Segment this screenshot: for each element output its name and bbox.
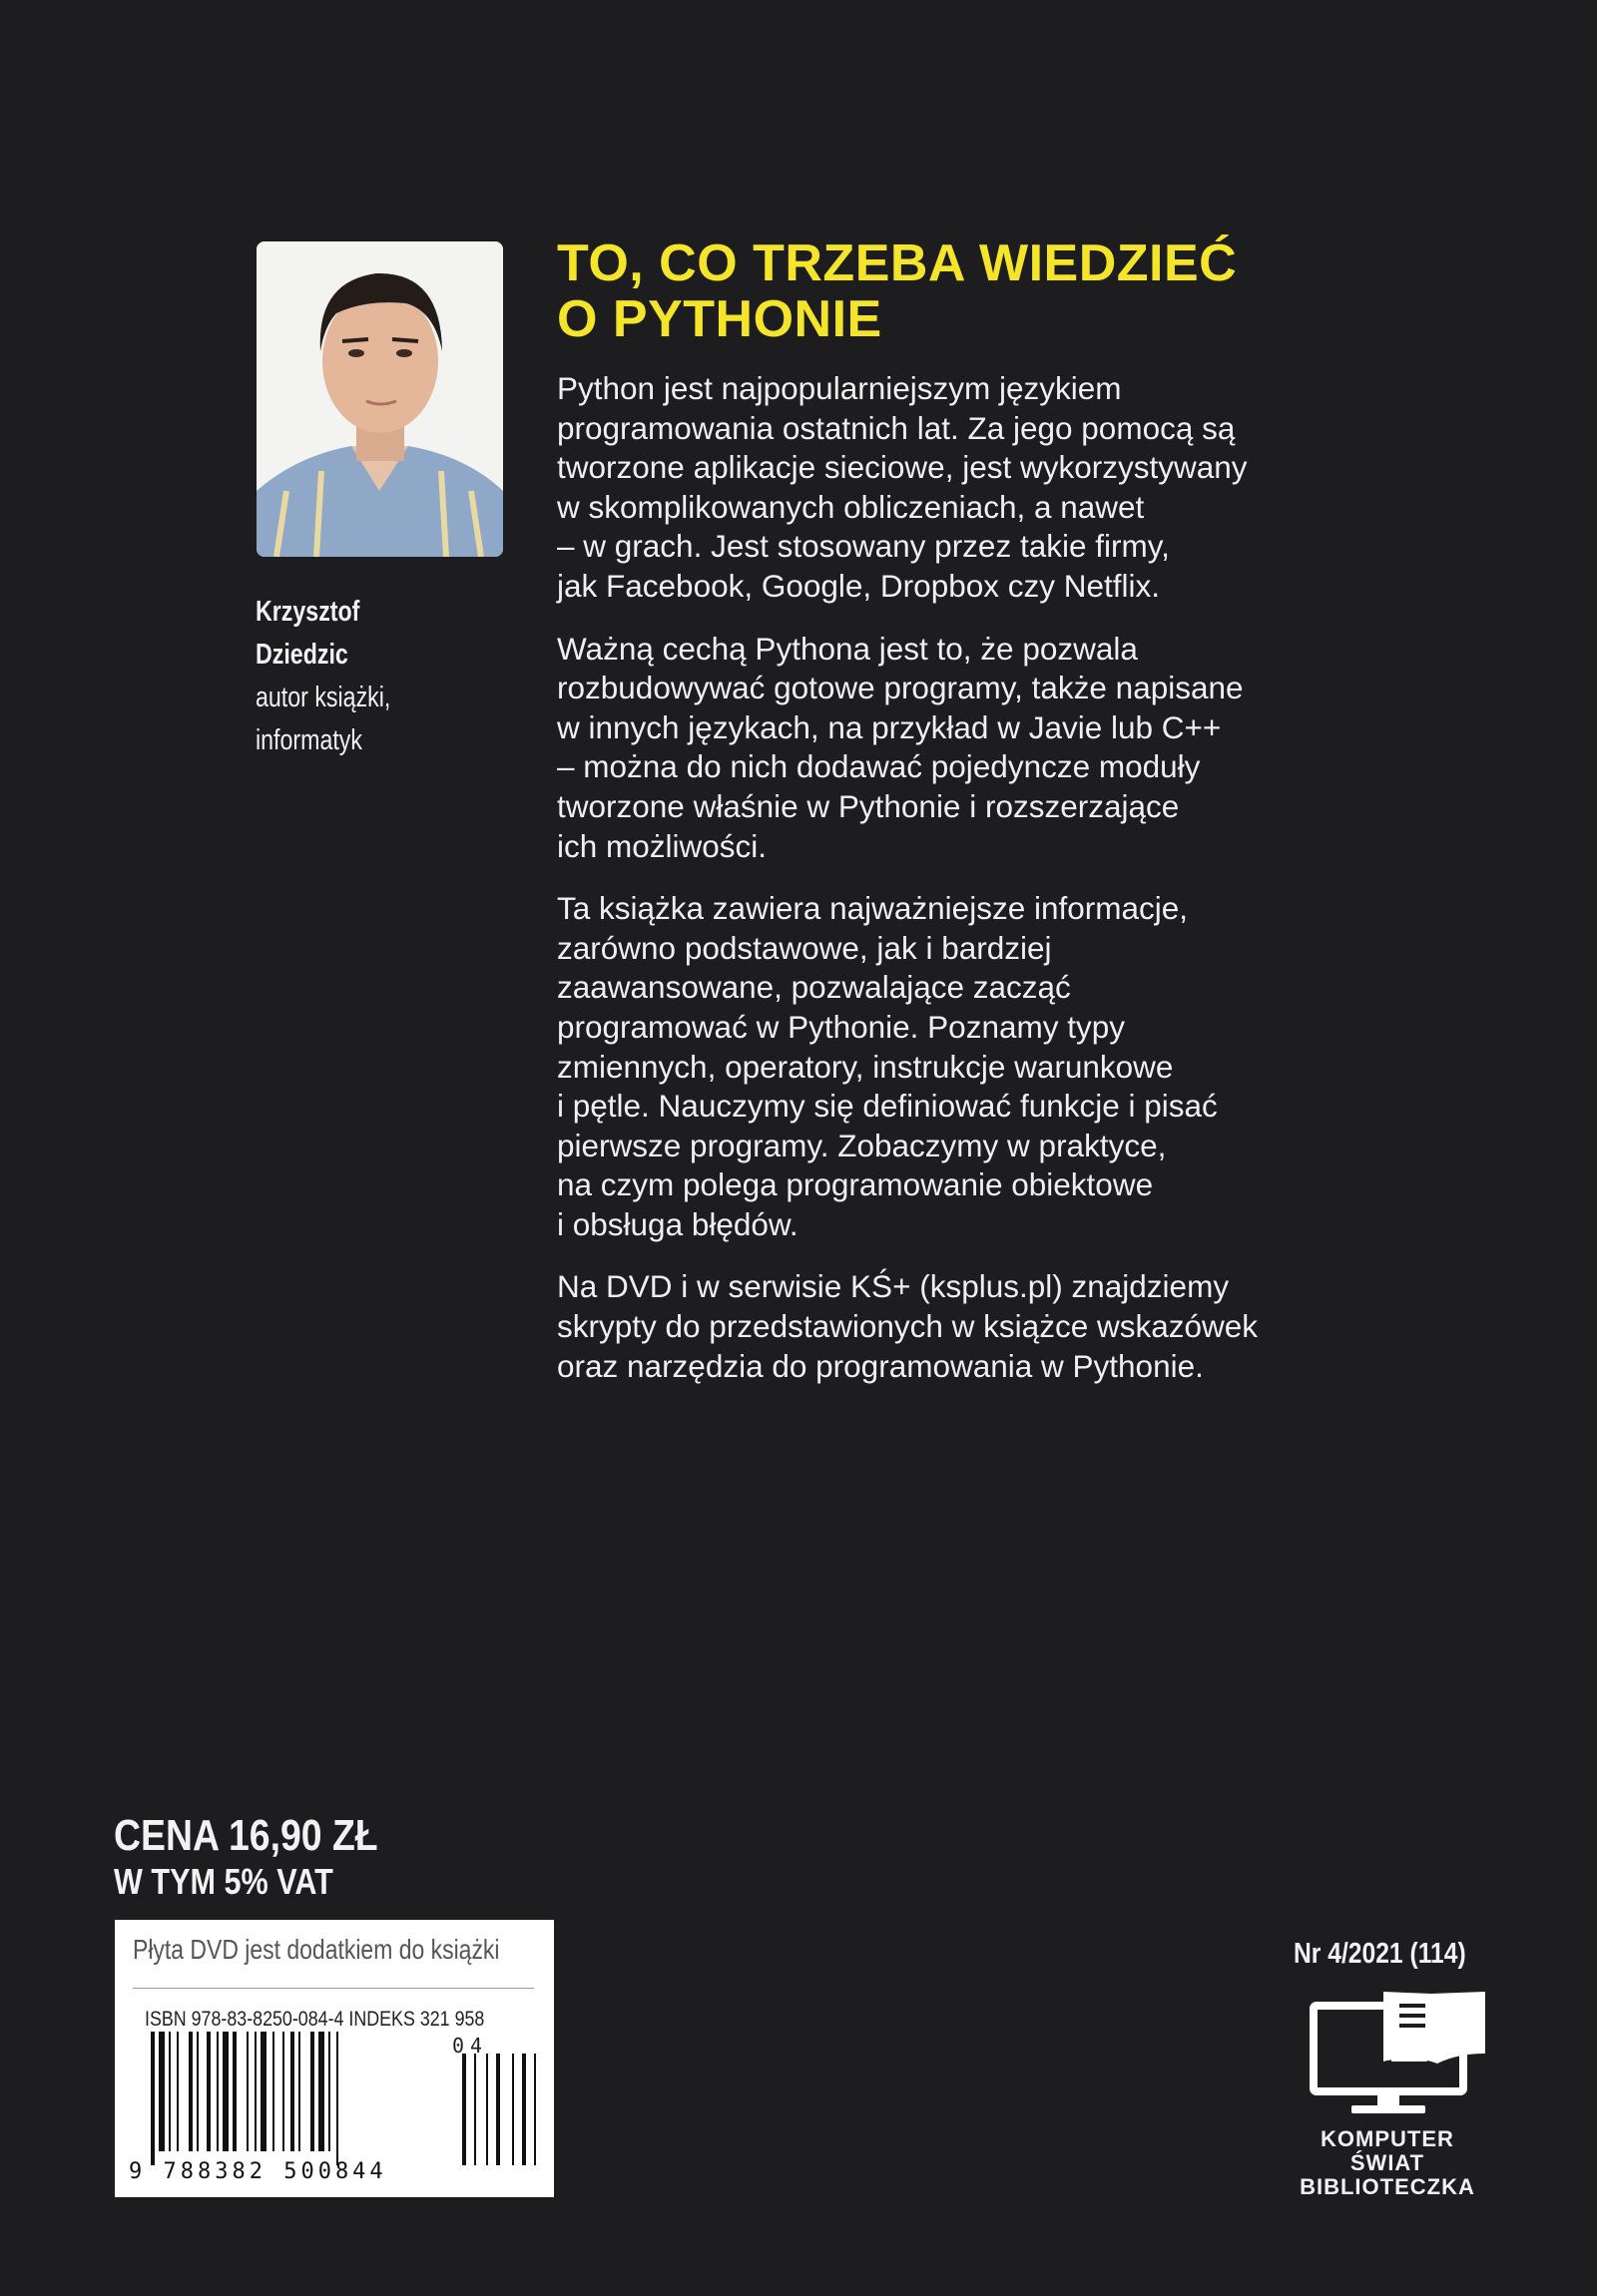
vat-note: W TYM 5% VAT (114, 1861, 333, 1902)
barcode-bar (169, 2032, 171, 2151)
barcode-bar (282, 2032, 284, 2151)
price: CENA 16,90 ZŁ (114, 1811, 378, 1860)
headline-line-1: TO, CO TRZEBA WIEDZIEĆ (557, 234, 1238, 292)
barcode-bar (255, 2032, 257, 2151)
author-caption (256, 591, 390, 762)
barcode-bar (151, 2032, 155, 2165)
logo-line-2: ŚWIAT (1349, 2150, 1425, 2175)
paragraph: Python jest najpopularniejszym językiem programowania ostatnich lat. Za jego pomocą są tworzone aplikacje sieciowe, jest wykorzystywany w skomplikowanych obliczeniach, a nawet – w grach. Jest stosowany przez takie firmy, jak Facebook, Google, Dropbox czy Netflix. (557, 370, 1248, 604)
barcode-bar (298, 2032, 300, 2151)
divider (133, 1988, 534, 1989)
barcode-bar (217, 2032, 219, 2151)
addon-bar (474, 2054, 476, 2165)
addon-number: 04 (452, 2034, 489, 2058)
addon-bar (534, 2054, 536, 2165)
headline (557, 235, 1455, 347)
barcode-bar (177, 2032, 179, 2151)
addon-bar (462, 2054, 466, 2165)
author-name-last: Dziedzic (256, 639, 348, 671)
barcode-bar (159, 2032, 165, 2151)
barcode-bar (223, 2032, 229, 2151)
headline-line-2: O PYTHONIE (557, 290, 882, 348)
barcode-bar (261, 2032, 266, 2151)
barcode-bar (233, 2032, 237, 2151)
monitor-book-icon (1308, 1992, 1487, 2121)
addon-bar (512, 2054, 514, 2165)
addon-bar (496, 2054, 500, 2165)
dvd-note: Płyta DVD jest dodatkiem do książki (133, 1934, 500, 1965)
barcode-label (115, 1920, 554, 2197)
barcode-bar (290, 2032, 294, 2151)
barcode-bar (247, 2032, 249, 2151)
author-photo (257, 241, 503, 557)
series-logo-text (1288, 2127, 1487, 2199)
author-role: autor książki, (256, 682, 391, 713)
addon-bar (522, 2054, 526, 2165)
barcode-bar (310, 2032, 314, 2151)
issue-number: Nr 4/2021 (114) (1294, 1938, 1466, 1970)
logo-line-1: KOMPUTER (1321, 2126, 1454, 2151)
barcode-bar (207, 2032, 211, 2151)
barcode-number: 9 788382 500844 (129, 2159, 387, 2184)
paragraph: Ważną cechą Pythona jest to, że pozwala rozbudowywać gotowe programy, także napisane w innych językach, na przykład w Javie lub C++ – można do nich dodawać pojedyncze moduły tworzone właśnie w Pythonie i rozszerzające ich możliwości. (557, 630, 1244, 864)
barcode-bar (336, 2032, 338, 2165)
addon-bar (486, 2054, 488, 2165)
description (557, 369, 1415, 1409)
barcode-bar (197, 2032, 199, 2151)
logo-line-3: BIBLIOTECZKA (1300, 2174, 1475, 2199)
barcode-bar (328, 2032, 330, 2151)
price-block (114, 1811, 378, 1903)
author-name-first: Krzysztof (256, 596, 360, 628)
author-role-2: informatyk (256, 724, 363, 756)
paragraph: Na DVD i w serwisie KŚ+ (ksplus.pl) znajdziemy skrypty do przedstawionych w książce wskazówek oraz narzędzia do programowania w Pythonie. (557, 1268, 1259, 1384)
barcode-bar (318, 2032, 324, 2151)
isbn-text: ISBN 978-83-8250-084-4 INDEKS 321 958 (145, 2008, 485, 2031)
barcode-bar (272, 2032, 274, 2151)
paragraph: Ta książka zawiera najważniejsze informacje, zarówno podstawowe, jak i bardziej zaawansowane, pozwalające zacząć programować w Pythonie. Poznamy typy zmiennych, operatory, instrukcje warunkowe i pętle. Nauczymy się definiować funkcje i pisać pierwsze programy. Zobaczymy w praktyce, na czym polega programowanie obiektowe i obsługa błędów. (557, 890, 1218, 1242)
barcode-bar (189, 2032, 193, 2151)
